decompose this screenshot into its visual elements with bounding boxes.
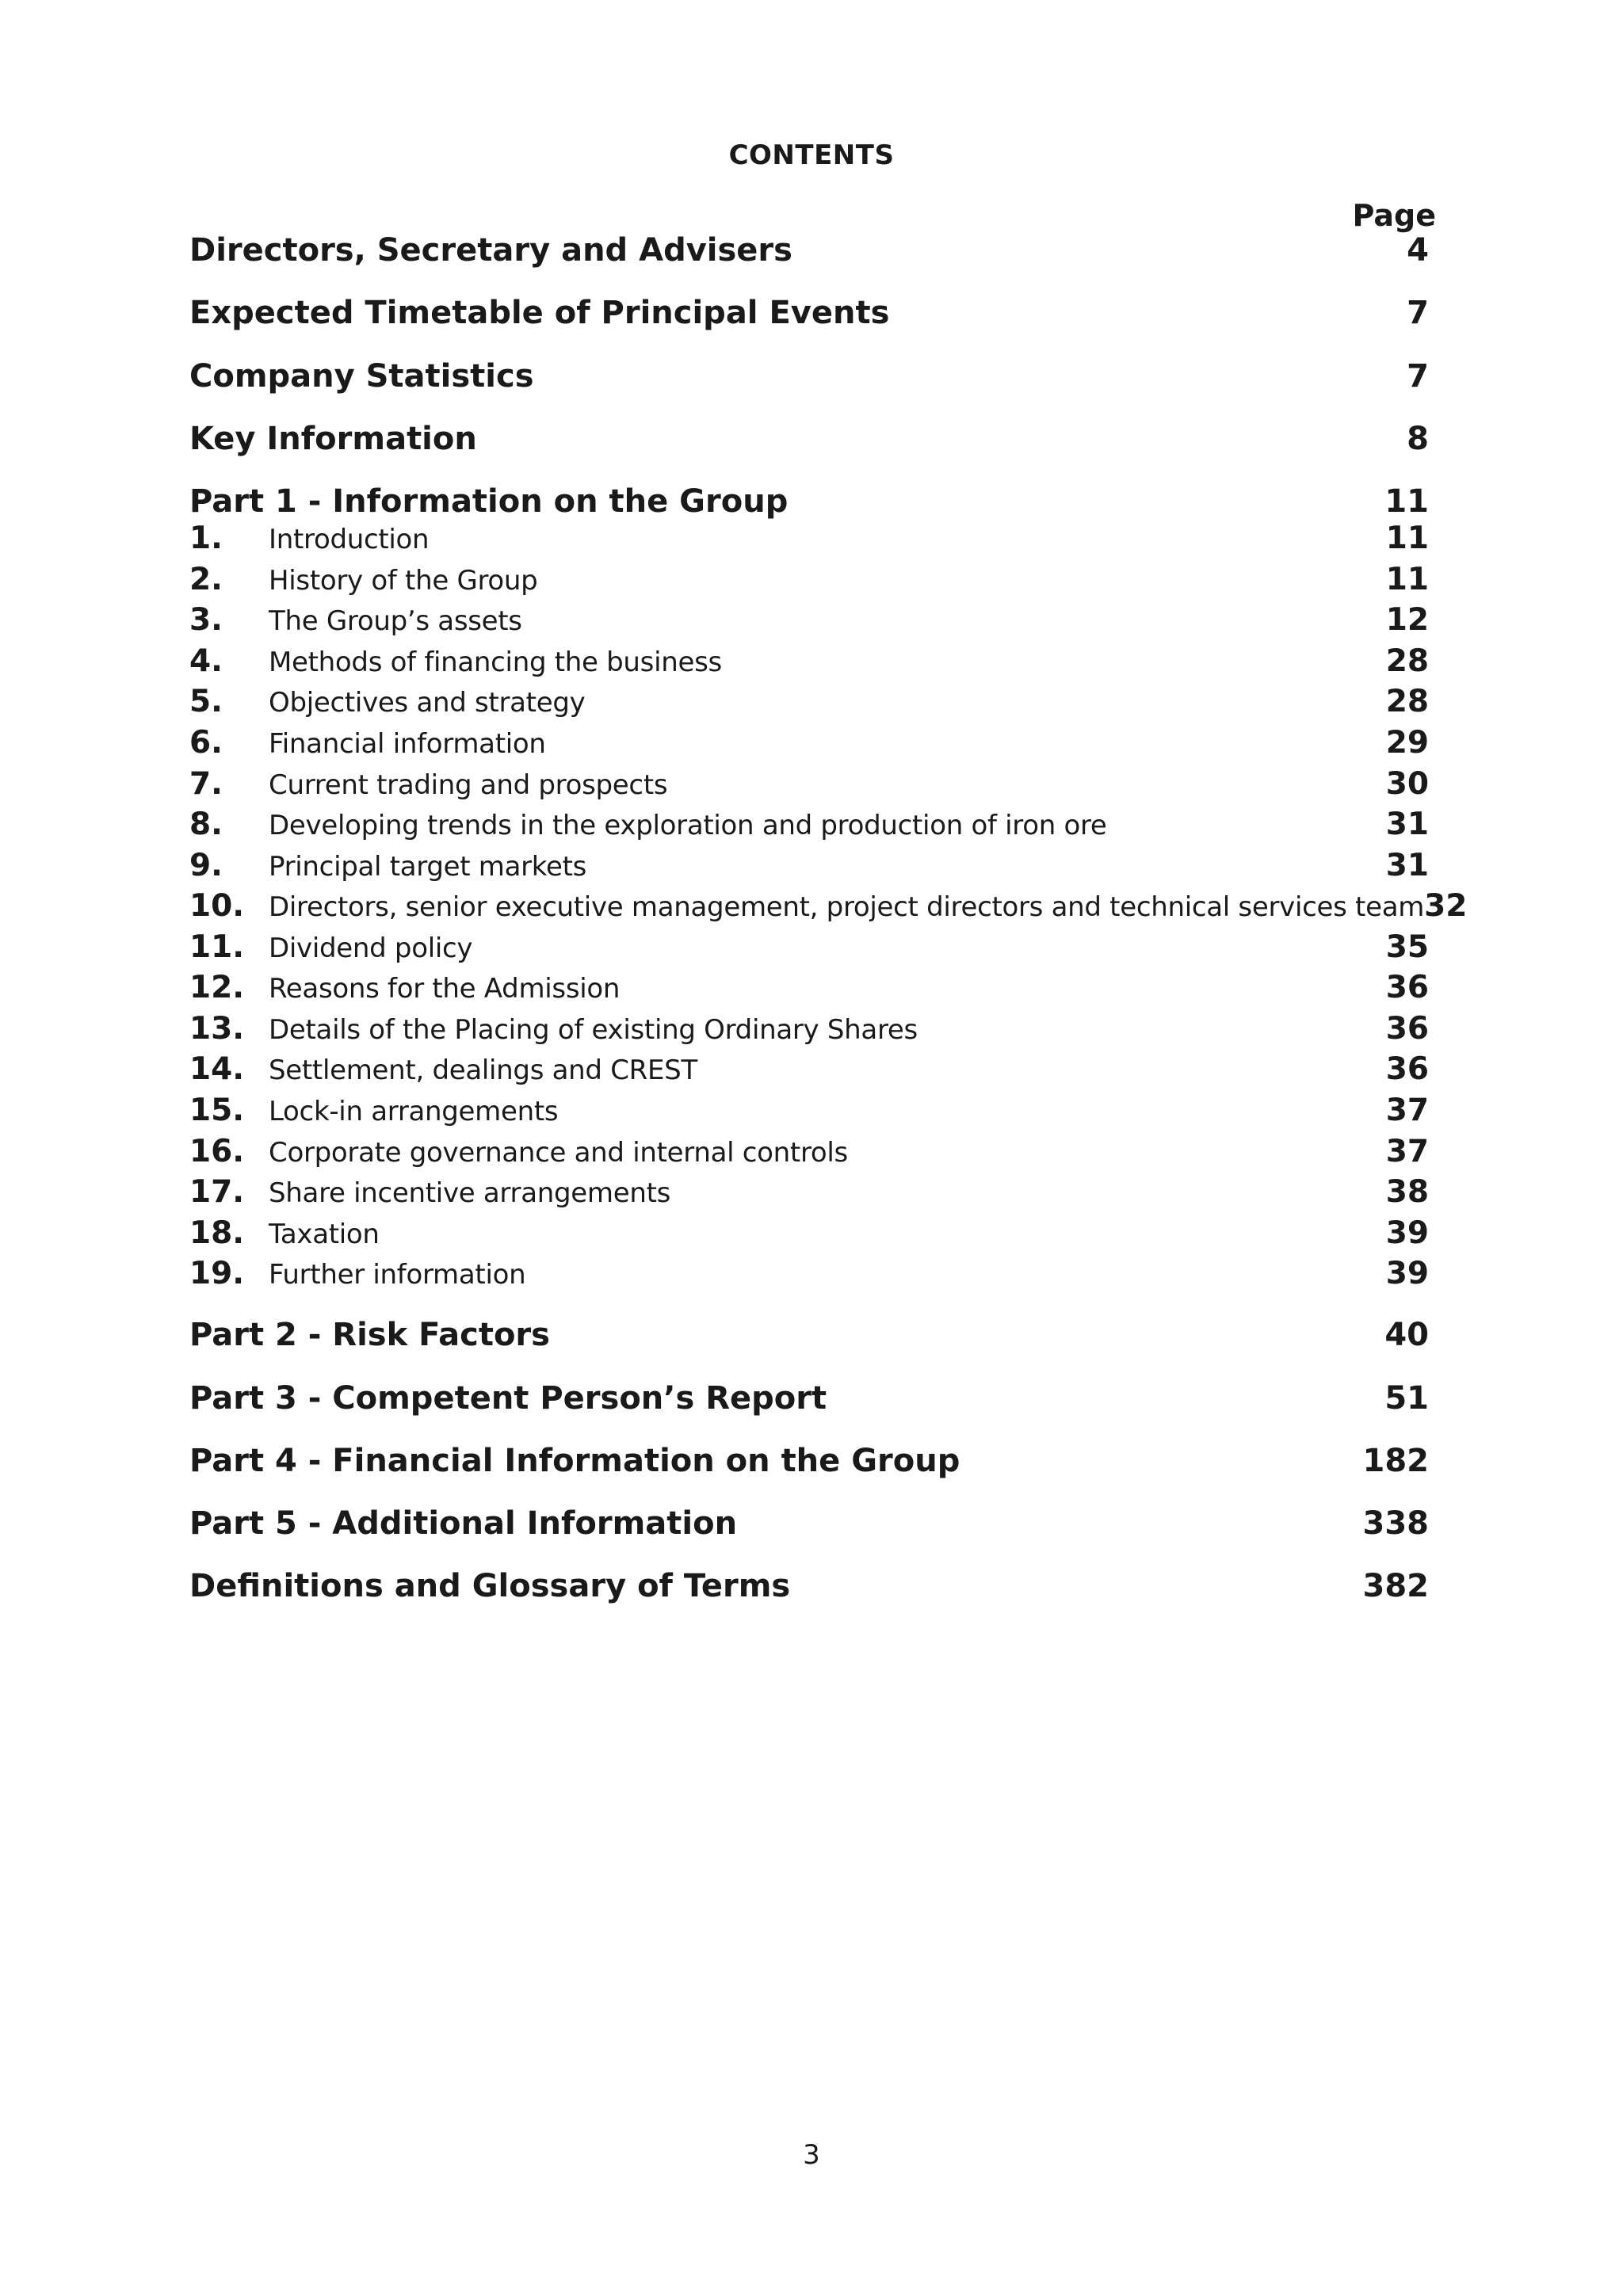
toc-page-number: 182 <box>1362 1443 1429 1479</box>
toc-subsection-entry <box>189 1136 1429 1167</box>
toc-item-label: Company Statistics <box>189 358 534 395</box>
toc-item-label: Share incentive arrangements <box>269 1177 671 1209</box>
toc-item-number: 16. <box>189 1134 245 1169</box>
toc-item-label: Corporate governance and internal controls <box>269 1137 848 1169</box>
toc-item-label: Objectives and strategy <box>269 687 586 719</box>
toc-page-number: 39 <box>1385 1256 1429 1291</box>
toc-section-entry <box>189 1570 1429 1602</box>
toc-item-label: Details of the Placing of existing Ordinary Shares <box>269 1014 918 1046</box>
toc-page-number: 4 <box>1407 232 1429 269</box>
toc-item-number: 17. <box>189 1174 245 1210</box>
toc-page-number: 11 <box>1385 562 1429 597</box>
toc-item-number: 10. <box>189 888 245 924</box>
toc-item-label: History of the Group <box>269 565 538 597</box>
toc-subsection-entry <box>189 888 1468 924</box>
page-title: CONTENTS <box>728 139 895 171</box>
toc-page-number: 36 <box>1385 1011 1429 1047</box>
toc-page-number: 35 <box>1385 929 1429 965</box>
toc-item-label: Part 5 - Additional Information <box>189 1505 738 1542</box>
toc-page-number: 29 <box>1385 725 1429 761</box>
toc-item-label: Part 4 - Financial Information on the Group <box>189 1443 960 1479</box>
toc-subsection-entry <box>189 850 1429 881</box>
toc-item-number: 4. <box>189 643 223 679</box>
toc-page-number: 31 <box>1385 807 1429 842</box>
toc-item-number: 2. <box>189 562 223 597</box>
toc-item-label: Part 3 - Competent Person’s Report <box>189 1380 827 1417</box>
toc-subsection-entry <box>189 643 1429 679</box>
toc-page-number: 37 <box>1385 1093 1429 1128</box>
toc-subsection-entry <box>189 564 1429 595</box>
toc-item-label: Expected Timetable of Principal Events <box>189 295 890 331</box>
toc-item-label: Part 1 - Information on the Group <box>189 483 789 520</box>
toc-page-number: 28 <box>1385 643 1429 679</box>
toc-item-label: Part 2 - Risk Factors <box>189 1317 550 1353</box>
toc-item-number: 12. <box>189 970 245 1005</box>
toc-page-number: 31 <box>1385 848 1429 883</box>
toc-subsection-entry <box>189 972 1429 1003</box>
toc-item-label: Principal target markets <box>269 851 587 883</box>
toc-item-number: 15. <box>189 1093 245 1128</box>
toc-item-label: Introduction <box>269 524 430 555</box>
toc-item-label: Lock-in arrangements <box>269 1096 559 1127</box>
toc-item-number: 18. <box>189 1215 245 1251</box>
toc-subsection-entry <box>189 1258 1429 1289</box>
toc-subsection-entry <box>189 766 1429 802</box>
toc-item-label: Reasons for the Admission <box>269 973 621 1005</box>
toc-item-number: 19. <box>189 1256 245 1291</box>
toc-item-number: 14. <box>189 1051 245 1087</box>
toc-subsection-entry <box>189 1215 1429 1251</box>
toc-page-number: 51 <box>1384 1380 1429 1417</box>
toc-section-entry <box>189 423 1429 455</box>
page-column-header: Page <box>1352 198 1436 233</box>
toc-page-number: 37 <box>1385 1134 1429 1169</box>
toc-page-number: 7 <box>1407 295 1429 331</box>
footer-page-number: 3 <box>803 2139 820 2171</box>
toc-item-label: Taxation <box>269 1219 380 1250</box>
toc-item-label: Settlement, dealings and CREST <box>269 1055 697 1086</box>
toc-section-entry <box>189 1319 1429 1351</box>
toc-item-label: Dividend policy <box>269 933 473 964</box>
toc-item-number: 11. <box>189 929 245 965</box>
toc-item-label: Developing trends in the exploration and production of iron ore <box>269 810 1107 841</box>
toc-subsection-entry <box>189 1095 1429 1126</box>
toc-subsection-entry <box>189 686 1429 717</box>
toc-section-entry <box>189 358 1429 395</box>
toc-page-number: 39 <box>1385 1215 1429 1251</box>
toc-item-number: 6. <box>189 725 223 761</box>
toc-item-label: Directors, Secretary and Advisers <box>189 232 792 269</box>
toc-page-number: 11 <box>1384 483 1429 520</box>
toc-page-number: 7 <box>1407 358 1429 395</box>
toc-item-number: 7. <box>189 766 223 802</box>
toc-subsection-entry <box>189 1011 1429 1047</box>
toc-item-number: 1. <box>189 521 223 556</box>
toc-item-label: Current trading and prospects <box>269 769 668 801</box>
toc-page-number: 40 <box>1384 1317 1429 1353</box>
toc-page-number: 382 <box>1362 1568 1429 1604</box>
toc-item-label: The Group’s assets <box>269 605 522 637</box>
toc-section-entry <box>189 1445 1429 1477</box>
toc-section-entry <box>189 232 1429 269</box>
toc-section-entry <box>189 483 1429 520</box>
toc-item-label: Methods of financing the business <box>269 646 722 678</box>
toc-item-number: 9. <box>189 848 223 883</box>
toc-page-number: 338 <box>1362 1505 1429 1542</box>
toc-section-entry <box>189 1505 1429 1542</box>
toc-page-number: 30 <box>1385 766 1429 802</box>
toc-page-number: 36 <box>1385 1051 1429 1087</box>
toc-page-number: 8 <box>1407 421 1429 457</box>
toc-subsection-entry <box>189 725 1429 761</box>
toc-page-number: 38 <box>1385 1174 1429 1210</box>
toc-item-label: Financial information <box>269 728 546 760</box>
toc-page-number: 32 <box>1424 888 1468 924</box>
toc-page-number: 36 <box>1385 970 1429 1005</box>
toc-subsection-entry <box>189 1051 1429 1087</box>
toc-subsection-entry <box>189 602 1429 638</box>
toc-section-entry <box>189 297 1429 329</box>
toc-item-label: Definitions and Glossary of Terms <box>189 1568 791 1604</box>
toc-item-label: Further information <box>269 1259 526 1291</box>
toc-item-label: Directors, senior executive management, project directors and technical services team <box>269 891 1425 923</box>
toc-item-label: Key Information <box>189 421 477 457</box>
toc-page-number: 28 <box>1385 684 1429 719</box>
toc-item-number: 3. <box>189 602 223 638</box>
toc-subsection-entry <box>189 523 1429 554</box>
toc-subsection-entry <box>189 929 1429 965</box>
toc-section-entry <box>189 1380 1429 1417</box>
toc-subsection-entry <box>189 809 1429 840</box>
toc-page-number: 12 <box>1385 602 1429 638</box>
toc-item-number: 5. <box>189 684 223 719</box>
toc-subsection-entry <box>189 1174 1429 1210</box>
toc-page-number: 11 <box>1385 521 1429 556</box>
toc-item-number: 8. <box>189 807 223 842</box>
toc-item-number: 13. <box>189 1011 245 1047</box>
